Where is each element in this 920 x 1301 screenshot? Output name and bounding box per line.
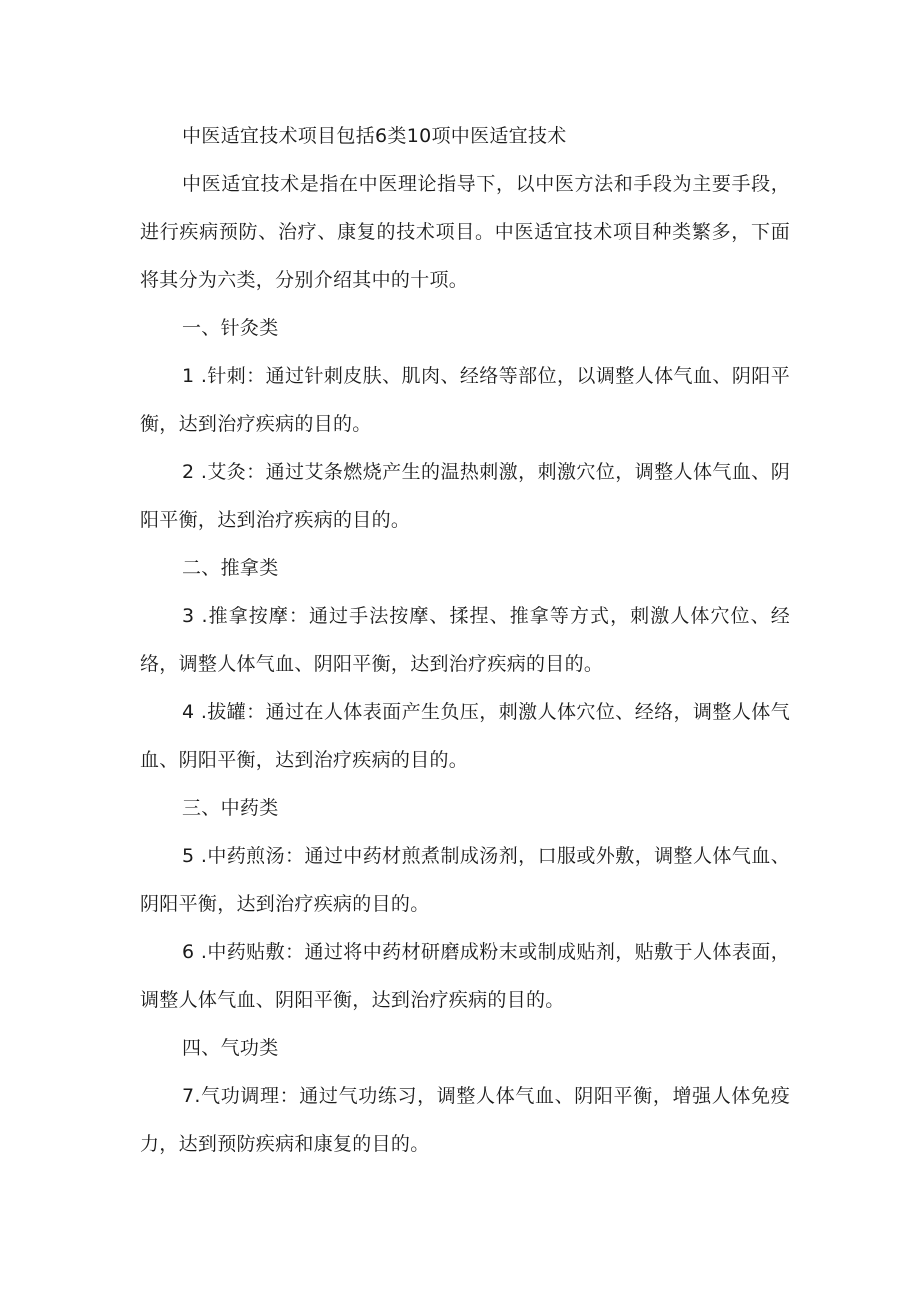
item-paragraph-1: 1 .针刺：通过针刺皮肤、肌肉、经络等部位，以调整人体气血、阴阳平衡，达到治疗疾病的目的。 <box>140 365 790 435</box>
section-heading-acupuncture: 一、针灸类 <box>182 317 279 339</box>
document-body <box>140 112 790 1168</box>
document-title: 中医适宜技术项目包括6类10项中医适宜技术 <box>182 125 567 147</box>
intro-paragraph: 中医适宜技术是指在中医理论指导下，以中医方法和手段为主要手段，进行疾病预防、治疗、康复的技术项目。中医适宜技术项目种类繁多，下面将其分为六类，分别介绍其中的十项。 <box>140 173 790 291</box>
item-paragraph-2: 2 .艾灸：通过艾条燃烧产生的温热刺激，刺激穴位，调整人体气血、阴阳平衡，达到治疗疾病的目的。 <box>140 461 790 531</box>
item-paragraph-3: 3 .推拿按摩：通过手法按摩、揉捏、推拿等方式，刺激人体穴位、经络，调整人体气血、阴阳平衡，达到治疗疾病的目的。 <box>140 605 790 675</box>
section-heading-qigong: 四、气功类 <box>182 1037 279 1059</box>
item-paragraph-4: 4 .拔罐：通过在人体表面产生负压，刺激人体穴位、经络，调整人体气血、阴阳平衡，达到治疗疾病的目的。 <box>140 701 790 771</box>
section-heading-herbal: 三、中药类 <box>182 797 279 819</box>
section-heading-massage: 二、推拿类 <box>182 557 279 579</box>
item-paragraph-5: 5 .中药煎汤：通过中药材煎煮制成汤剂，口服或外敷，调整人体气血、阴阳平衡，达到治疗疾病的目的。 <box>140 845 790 915</box>
item-paragraph-6: 6 .中药贴敷：通过将中药材研磨成粉末或制成贴剂，贴敷于人体表面，调整人体气血、阴阳平衡，达到治疗疾病的目的。 <box>140 941 790 1011</box>
item-paragraph-7: 7.气功调理：通过气功练习，调整人体气血、阴阳平衡，增强人体免疫力，达到预防疾病和康复的目的。 <box>140 1085 790 1155</box>
